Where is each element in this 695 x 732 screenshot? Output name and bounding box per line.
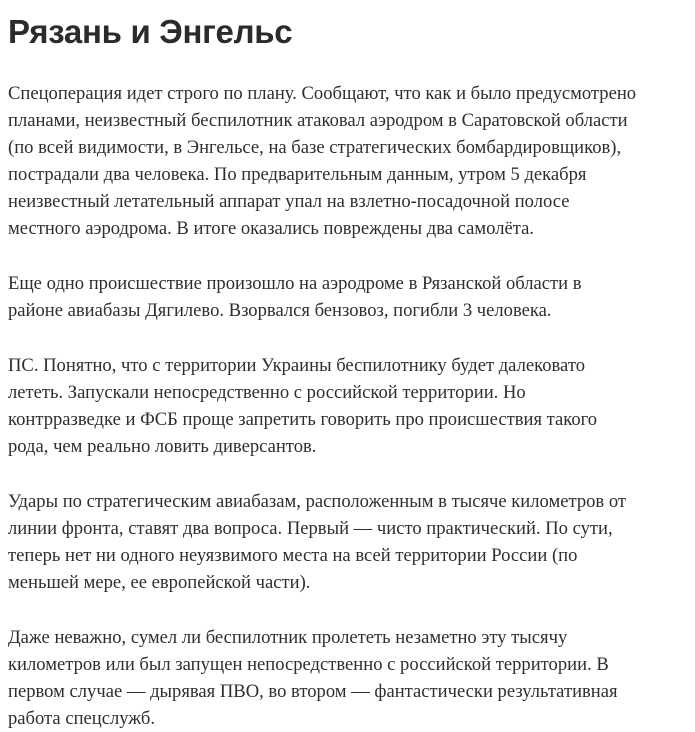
paragraph-line: меньшей мере, ее европейской части). (8, 572, 311, 593)
paragraph-line: линии фронта, ставят два вопроса. Первый — чисто практический. По сути, (8, 518, 613, 539)
paragraph-line: лететь. Запускали непосредственно с российской территории. Но (8, 382, 526, 403)
article-title: Рязань и Энгельс (8, 13, 293, 50)
paragraph-line: Спецоперация идет строго по плану. Сообщают, что как и было предусмотрено (8, 83, 637, 104)
article (8, 0, 688, 732)
paragraph-1 (8, 80, 688, 242)
paragraph-3 (8, 352, 688, 460)
paragraph-line: контрразведке и ФСБ проще запретить говорить про происшествия такого (8, 409, 598, 430)
paragraph-line: местного аэродрома. В итоге оказались повреждены два самолёта. (8, 218, 534, 239)
paragraph-line: километров или был запущен непосредственно с российской территории. В (8, 654, 609, 675)
paragraph-4 (8, 488, 688, 596)
paragraph-line: теперь нет ни одного неуязвимого места на всей территории России (по (8, 545, 578, 566)
paragraph-line: работа спецслужб. (8, 708, 156, 729)
paragraph-line: ПС. Понятно, что с территории Украины беспилотнику будет далековато (8, 355, 586, 376)
paragraph-line: неизвестный летательный аппарат упал на взлетно-посадочной полосе (8, 191, 570, 212)
paragraph-2 (8, 270, 688, 324)
paragraph-line: пострадали два человека. По предварительным данным, утром 5 декабря (8, 164, 587, 185)
paragraph-5 (8, 624, 688, 732)
paragraph-line: Еще одно происшествие произошло на аэродроме в Рязанской области в (8, 273, 582, 294)
paragraph-line: Даже неважно, сумел ли беспилотник пролететь незаметно эту тысячу (8, 627, 568, 648)
paragraph-line: Удары по стратегическим авиабазам, расположенным в тысяче километров от (8, 491, 627, 512)
paragraph-line: рода, чем реально ловить диверсантов. (8, 436, 317, 457)
paragraph-line: районе авиабазы Дягилево. Взорвался бензовоз, погибли 3 человека. (8, 300, 552, 321)
paragraph-line: (по всей видимости, в Энгельсе, на базе стратегических бомбардировщиков), (8, 137, 622, 158)
paragraph-line: планами, неизвестный беспилотник атаковал аэродром в Саратовской области (8, 110, 628, 131)
paragraph-line: первом случае — дырявая ПВО, во втором — фантастически результативная (8, 681, 618, 702)
